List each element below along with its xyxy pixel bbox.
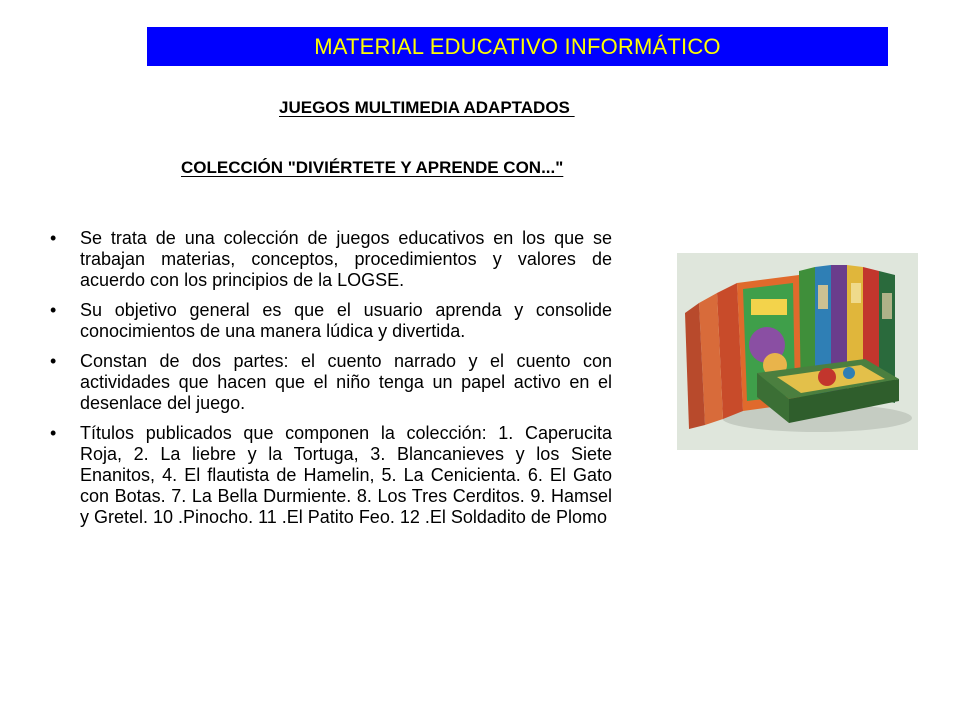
bullet-icon: • bbox=[50, 351, 57, 371]
bullet-icon: • bbox=[50, 228, 57, 248]
bullet-icon: • bbox=[50, 300, 57, 320]
bullet-text: Se trata de una colección de juegos educativos en los que se trabajan materias, conceptos, procedimientos y valores de acuerdo con los principios de la LOGSE. bbox=[80, 228, 612, 290]
bullet-item bbox=[50, 351, 612, 414]
product-boxes-photo bbox=[677, 253, 918, 450]
subtitle-heading: JUEGOS MULTIMEDIA ADAPTADOS bbox=[279, 98, 575, 117]
bullet-text: Constan de dos partes: el cuento narrado y el cuento con actividades que hacen que el niño tenga un papel activo en el desenlace del juego. bbox=[80, 351, 612, 413]
bullet-item bbox=[50, 228, 612, 291]
bullet-icon: • bbox=[50, 423, 57, 443]
collection-heading: COLECCIÓN "DIVIÉRTETE Y APRENDE CON..." bbox=[181, 158, 564, 177]
bullet-text: Títulos publicados que componen la colección: 1. Caperucita Roja, 2. La liebre y la Tortuga, 3. Blancanieves y los Siete Enanitos, 4. El flautista de Hamelin, 5. La Cenicienta. 6. El Gato con Botas. 7. La Bella Durmiente. 8. Los Tres Cerditos. 9. Hamsel y Gretel. 10 .Pinocho. 11 .El Patito Feo. 12 .El Soldadito de Plomo bbox=[80, 423, 612, 527]
bullet-item bbox=[50, 300, 612, 342]
banner-title: MATERIAL EDUCATIVO INFORMÁTICO bbox=[314, 33, 721, 59]
bullet-text: Su objetivo general es que el usuario aprenda y consolide conocimientos de una manera lúdica y divertida. bbox=[80, 300, 612, 341]
bullet-item bbox=[50, 423, 612, 528]
bullet-list bbox=[50, 228, 612, 537]
title-banner bbox=[147, 27, 888, 66]
